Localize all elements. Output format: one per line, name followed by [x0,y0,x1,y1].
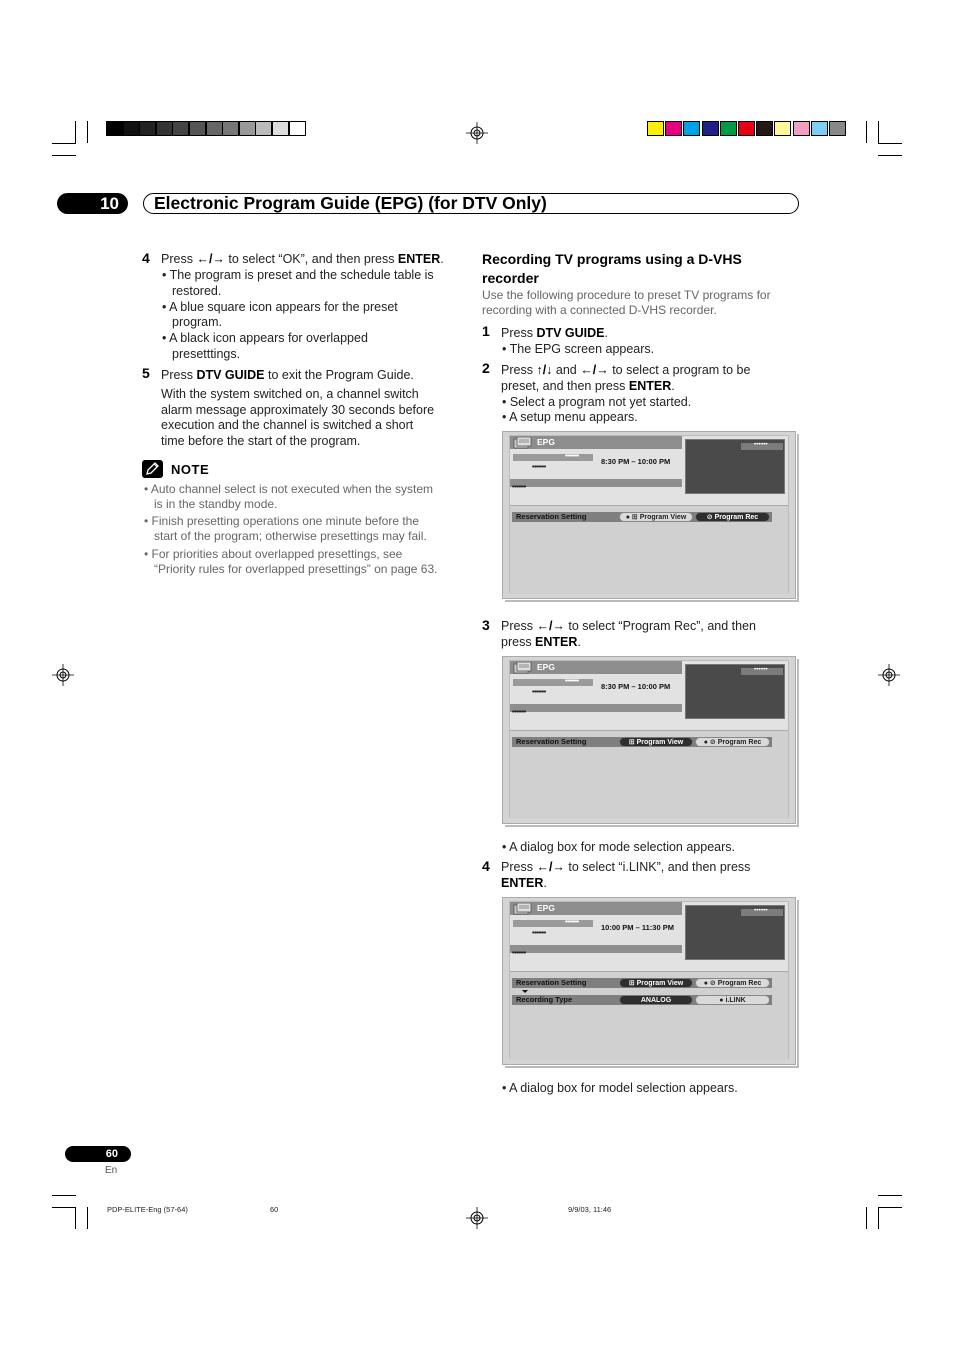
setup-menu [510,730,788,819]
preview-channel-placeholder: •••••• [754,666,768,673]
color-swatch [756,121,773,136]
gray-swatch [189,121,206,136]
setup-menu [510,971,788,1060]
gray-swatch [106,121,123,136]
note-pencil-icon [142,460,163,478]
section-intro: recording with a connected D-VHS recorder. [482,303,717,317]
arrow-left-right-icon: ←/→ [536,619,565,633]
step5-paragraph: alarm message approximately 30 seconds before [161,403,435,417]
program-rec-option[interactable]: ⊘ Program Rec [695,512,770,522]
program-time: 8:30 PM – 10:00 PM [601,457,671,466]
color-swatch [829,121,846,136]
footer-date: 9/9/03, 11:46 [568,1205,612,1214]
gray-swatch [222,121,239,136]
preview-channel-placeholder: •••••• [754,441,768,448]
bullet-text: • A blue square icon appears for the preset [162,300,398,314]
preview-window [685,905,785,960]
step-number: 4 [482,858,490,874]
setup-menu [510,505,788,594]
step2-line2: preset, and then press ENTER. [501,379,675,393]
reservation-setting-row: Reservation Setting [512,978,772,988]
epg-screen-3 [502,897,796,1065]
note-heading: NOTE [171,462,210,477]
color-swatch [720,121,737,136]
color-swatch [811,121,828,136]
epg-screen-1 [502,431,796,599]
preview-channel-placeholder: •••••• [754,907,768,914]
reservation-setting-row: Reservation Setting [512,737,772,747]
section-intro: Use the following procedure to preset TV programs for [482,288,771,302]
arrow-left-right-icon: ←/→ [536,860,565,874]
bullet-text: program. [172,315,223,329]
channel-placeholder: ••••••• [565,919,579,926]
gray-swatch [139,121,156,136]
color-swatch [683,121,700,136]
color-swatch [702,121,719,136]
step4-line2: ENTER. [501,876,547,890]
description-placeholder: ••••••• [512,709,526,716]
description-placeholder: ••••••• [512,484,526,491]
section-heading-line1: Recording TV programs using a D-VHS [482,251,742,267]
bullet-text: • Select a program not yet started. [502,395,692,409]
reservation-setting-row: Reservation Setting [512,512,772,522]
note-item: “Priority rules for overlapped presettings” on page 63. [154,562,438,576]
program-view-option[interactable]: ⊞ Program View [619,737,693,747]
program-rec-option[interactable]: ● ⊘ Program Rec [695,737,770,747]
gray-swatch [123,121,140,136]
step-number: 2 [482,360,490,376]
note-item: • Auto channel select is not executed when the system [144,482,434,496]
epg-screen-2 [502,656,796,824]
recording-type-row: Recording Type [512,995,772,1005]
color-swatch [647,121,664,136]
ilink-option[interactable]: ● i.LINK [695,995,770,1005]
step5-line1: Press DTV GUIDE to exit the Program Guide. [161,368,414,382]
epg-label: EPG [537,903,555,913]
epg-label: EPG [537,662,555,672]
color-swatch [738,121,755,136]
note-item: • For priorities about overlapped presettings, see [144,547,403,561]
program-view-option[interactable]: ● ⊞ Program View [619,512,693,522]
chapter-title: Electronic Program Guide (EPG) (for DTV Only) [143,193,799,214]
gray-swatch [289,121,306,136]
step1-line1: Press DTV GUIDE. [501,326,608,340]
program-rec-option[interactable]: ● ⊘ Program Rec [695,978,770,988]
bullet-text: • A dialog box for mode selection appears. [502,840,735,854]
epg-grid-icon [513,903,533,916]
bullet-text: • The EPG screen appears. [502,342,655,356]
registration-mark-icon [466,1207,488,1229]
color-swatch [774,121,791,136]
epg-label: EPG [537,437,555,447]
step3-line1: Press ←/→ to select “Program Rec”, and then [501,619,756,633]
channel-placeholder: ••••••• [565,678,579,685]
description-placeholder: ••••••• [512,950,526,957]
arrow-up-down-icon: ↑/↓ [536,363,553,377]
gray-swatch [206,121,223,136]
bullet-text: • A setup menu appears. [502,410,638,424]
language-label: En [105,1165,118,1176]
step5-paragraph: With the system switched on, a channel switch [161,387,419,401]
channel-placeholder: ••••••• [565,453,579,460]
registration-mark-icon [52,664,74,686]
bullet-text: • A black icon appears for overlapped [162,331,368,345]
program-time: 10:00 PM – 11:30 PM [601,923,674,932]
color-swatch [665,121,682,136]
footer-page: 60 [270,1205,279,1214]
footer-filename: PDP-ELITE-Eng (57-64) [107,1205,188,1214]
note-item: start of the program; otherwise presettings may fail. [154,529,427,543]
step2-line1: Press ↑/↓ and ←/→ to select a program to be [501,363,751,377]
epg-grid-icon [513,437,533,450]
bullet-text: • A dialog box for model selection appears. [502,1081,738,1095]
caret-down-icon [522,990,528,993]
bullet-text: restored. [172,284,222,298]
gray-swatch [239,121,256,136]
program-title-placeholder: ••••••• [532,689,546,696]
registration-mark-icon [466,122,488,144]
step5-paragraph: time before the start of the program. [161,434,361,448]
step-number: 1 [482,323,490,339]
arrow-left-right-icon: ←/→ [580,363,609,377]
step4-line1: Press ←/→ to select “i.LINK”, and then press [501,860,751,874]
step-number: 3 [482,617,490,633]
gray-swatch [172,121,189,136]
step3-line2: press ENTER. [501,635,581,649]
bullet-text: presetttings. [172,347,241,361]
preview-window [685,439,785,494]
preview-window [685,664,785,719]
arrow-left-right-icon: ←/→ [196,252,225,266]
chapter-number-badge: 10 [57,193,128,214]
gray-swatch [272,121,289,136]
gray-swatch [255,121,272,136]
page-number-badge: 60 [65,1146,131,1162]
step5-paragraph: execution and the channel is switched a short [161,418,414,432]
program-view-option[interactable]: ⊞ Program View [619,978,693,988]
gray-swatch [156,121,173,136]
color-swatch [793,121,810,136]
bullet-text: • The program is preset and the schedule table is [162,268,434,282]
step4-line1: Press ←/→ to select “OK”, and then press ENTER. [161,252,444,266]
step-number: 5 [142,365,150,381]
epg-grid-icon [513,662,533,675]
program-title-placeholder: ••••••• [532,464,546,471]
analog-option[interactable]: ANALOG [619,995,693,1005]
registration-mark-icon [878,664,900,686]
note-item: is in the standby mode. [154,497,278,511]
section-heading-line2: recorder [482,270,539,286]
step-number: 4 [142,250,150,266]
note-item: • Finish presetting operations one minute before the [144,514,420,528]
program-title-placeholder: ••••••• [532,930,546,937]
program-time: 8:30 PM – 10:00 PM [601,682,671,691]
